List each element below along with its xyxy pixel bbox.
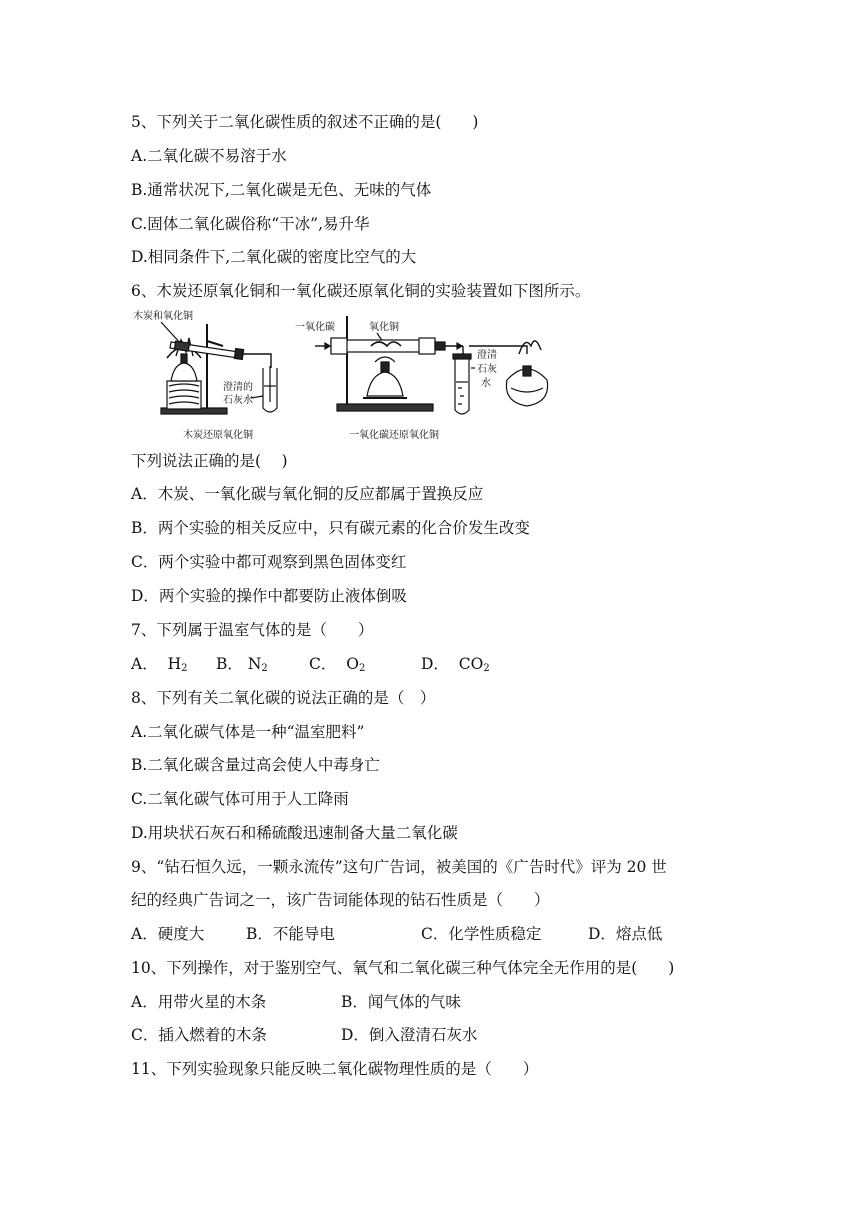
co-reduction-apparatus <box>295 316 548 441</box>
q5-option-c: C.固体二氧化碳俗称“干冰”,易升华 <box>131 215 370 233</box>
q6-option-c: C．两个实验中都可观察到黑色固体变红 <box>131 553 407 571</box>
right-tube-label-3: 水 <box>481 378 491 389</box>
left-top-label: 木炭和氧化铜 <box>133 311 193 322</box>
q10-option-a: A．用带火星的木条 <box>131 993 267 1011</box>
left-tube-label-2: 石灰水 <box>223 395 253 406</box>
q5-option-d: D.相同条件下,二氧化碳的密度比空气的大 <box>131 248 417 266</box>
q9-option-b: B．不能导电 <box>246 925 335 943</box>
q9-option-a: A．硬度大 <box>131 925 205 943</box>
q5-stem: 5、下列关于二氧化碳性质的叙述不正确的是( ) <box>131 113 479 131</box>
q10-option-b: B．闻气体的气味 <box>341 993 461 1011</box>
q9-stem-line-1: 9、“钻石恒久远，一颗永流传”这句广告词，被美国的《广告时代》评为 20 世 <box>131 858 667 876</box>
q9-option-c: C．化学性质稳定 <box>421 925 542 943</box>
q8-option-c: C.二氧化碳气体可用于人工降雨 <box>131 790 349 808</box>
q6-option-a: A．木炭、一氧化碳与氧化铜的反应都属于置换反应 <box>131 485 484 503</box>
q6-sub-stem: 下列说法正确的是( ) <box>131 452 288 470</box>
q8-option-d: D.用块状石灰石和稀硫酸迅速制备大量二氧化碳 <box>131 824 458 842</box>
q7-stem: 7、下列属于温室气体的是（ ） <box>131 621 374 639</box>
q7-options <box>0 654 860 674</box>
q9-option-d: D．熔点低 <box>588 925 663 943</box>
left-tube-label-1: 澄清的 <box>223 382 253 393</box>
q6-apparatus-figure <box>131 306 601 444</box>
right-tube-label-1: 澄清 <box>477 350 497 361</box>
q8-stem: 8、下列有关二氧化碳的说法正确的是（ ） <box>131 689 436 707</box>
right-cuo-label: 氧化铜 <box>369 322 399 333</box>
q7-option-b: B． $N_2$ <box>216 655 268 674</box>
q11-stem: 11、下列实验现象只能反映二氧化碳物理性质的是（ ） <box>131 1060 539 1078</box>
left-caption: 木炭还原氧化铜 <box>183 430 253 441</box>
q5-option-b: B.通常状况下,二氧化碳是无色、无味的气体 <box>131 181 432 199</box>
q7-option-c: C． $O_2$ <box>309 655 366 674</box>
right-caption: 一氧化碳还原氧化铜 <box>349 430 439 441</box>
q6-stem: 6、木炭还原氧化铜和一氧化碳还原氧化铜的实验装置如下图所示。 <box>131 282 591 300</box>
q7-option-d: D． $CO_2$ <box>421 655 490 674</box>
q10-option-c: C．插入燃着的木条 <box>131 1026 267 1044</box>
q5-option-a: A.二氧化碳不易溶于水 <box>131 147 287 165</box>
right-tube-label-2: 石灰 <box>477 364 497 375</box>
charcoal-reduction-apparatus <box>133 309 277 441</box>
q8-option-b: B.二氧化碳含量过高会使人中毒身亡 <box>131 756 380 774</box>
q7-option-a: A． $H_2$ <box>131 655 188 674</box>
right-gas-label: 一氧化碳 <box>295 322 335 333</box>
q6-option-d: D．两个实验的操作中都要防止液体倒吸 <box>131 587 407 605</box>
q9-options <box>0 924 860 944</box>
q10-option-d: D．倒入澄清石灰水 <box>341 1026 478 1044</box>
q8-option-a: A.二氧化碳气体是一种“温室肥料” <box>131 723 365 741</box>
q10-options-row-1 <box>0 992 860 1012</box>
q10-options-row-2 <box>0 1025 860 1045</box>
q9-stem-line-2: 纪的经典广告词之一，该广告词能体现的钻石性质是（ ） <box>131 891 550 909</box>
q10-stem: 10、下列操作，对于鉴别空气、氧气和二氧化碳三种气体完全无作用的是( ) <box>131 959 675 977</box>
q6-option-b: B．两个实验的相关反应中，只有碳元素的化合价发生改变 <box>131 519 530 537</box>
